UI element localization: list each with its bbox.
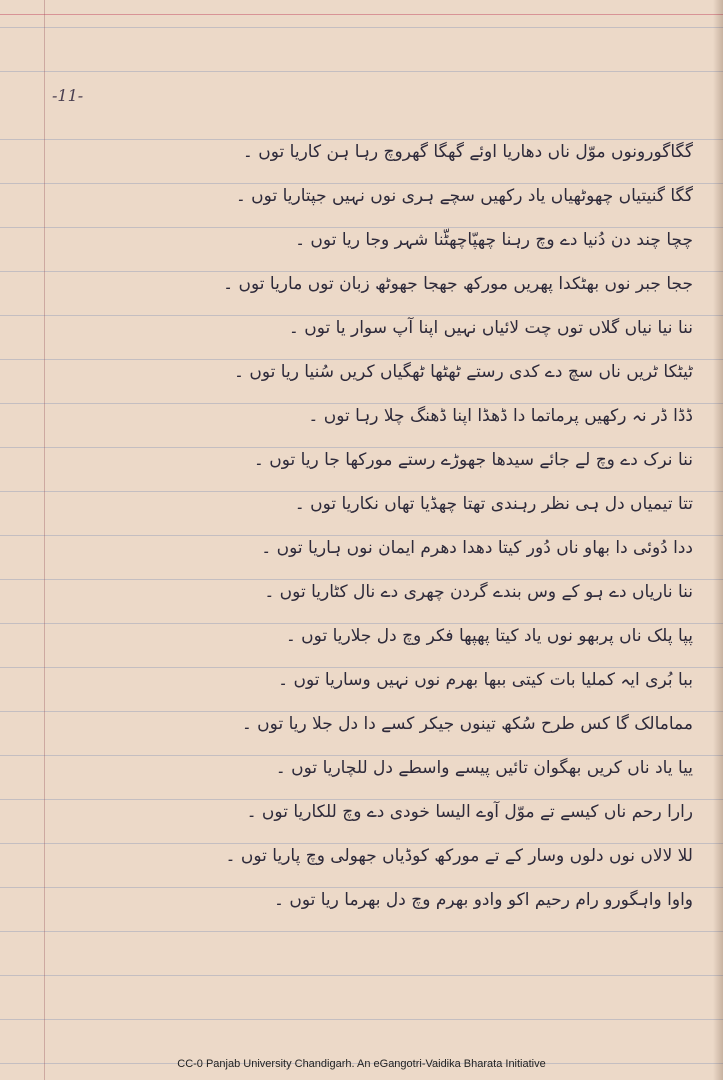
text-line: ننا ناریاں دے ہو کے وس بندے گردن چھری دے نال کٹاریا توں ۔: [264, 582, 693, 602]
archive-credit: CC-0 Panjab University Chandigarh. An eGangotri-Vaidika Bharata Initiative: [177, 1058, 546, 1070]
text-line: ننا نیا نیاں گلاں توں چت لائیاں نہیں اپنا آپ سوار یا توں ۔: [288, 318, 693, 338]
text-line: ببا بُری ایہ کملیا بات کیتی ببھا بھرم نوں نہیں وساریا توں ۔: [278, 670, 693, 690]
text-line: پپا پلک ناں پربھو نوں یاد کیتا پھپھا فکر وچ دل جلاریا توں ۔: [285, 626, 693, 646]
text-line: رارا رحم ناں کیسے تے موّل آوے الیسا خودی دے وچ للکاریا توں ۔: [246, 802, 693, 822]
text-line: ننا نرک دے وچ لے جائے سیدھا جھوڑے رستے مورکھا جا ریا توں ۔: [253, 450, 693, 470]
handwritten-text-block: [96, 130, 693, 922]
text-line: گگا گنیتیاں چھوٹھیاں یاد رکھیں سچے ہری نوں نہیں جپتاریا توں ۔: [235, 186, 693, 206]
top-margin-rule: [0, 14, 723, 15]
left-margin-rule: [44, 0, 45, 1080]
page-number: -11-: [52, 86, 84, 105]
text-line: ٹیٹکا ٹریں ناں سچ دے کدی رستے ٹھٹھا ٹھگیاں کریں سُنیا ریا توں ۔: [234, 362, 693, 382]
text-line: گگاگورونوں موّل ناں دھاریا اوئے گھگا گھروچ رہا ہن کاریا توں ۔: [242, 142, 693, 162]
page-edge-shadow: [713, 0, 723, 1080]
text-line: چچا چند دن دُنیا دے وچ رہنا چھپّاچھٹّنا شہر وجا ریا توں ۔: [295, 230, 693, 250]
text-line: ڈڈا ڈر نہ رکھیں پرماتما دا ڈھڈا اپنا ڈھنگ چلا رہا توں ۔: [308, 406, 693, 426]
text-line: ددا دُوئی دا بھاو ناں دُور کیتا دھدا دھرم ایمان نوں ہاریا توں ۔: [261, 538, 693, 558]
text-line: ججا جبر نوں بھٹکدا پھریں مورکھ جھجا جھوٹھ زبان توں ماریا توں ۔: [223, 274, 693, 294]
text-line: ممامالک گا کس طرح سُکھ تینوں جیکر کسے دا دل جلا ریا توں ۔: [241, 714, 693, 734]
text-line: واوا واہگورو رام رحیم اکو وادو بھرم وچ دل بھرما ریا توں ۔: [273, 890, 693, 910]
text-line: للا لالاں نوں دلوں وسار کے تے مورکھ کوڈیاں جھولی وچ پاریا توں ۔: [225, 846, 693, 866]
text-line: تتا تیمیاں دل ہی نظر رہندی تھتا چھڈیا تھاں نکاریا توں ۔: [294, 494, 693, 514]
text-line: ییا یاد ناں کریں بھگوان تائیں پیسے واسطے دل للچاریا توں ۔: [275, 758, 693, 778]
